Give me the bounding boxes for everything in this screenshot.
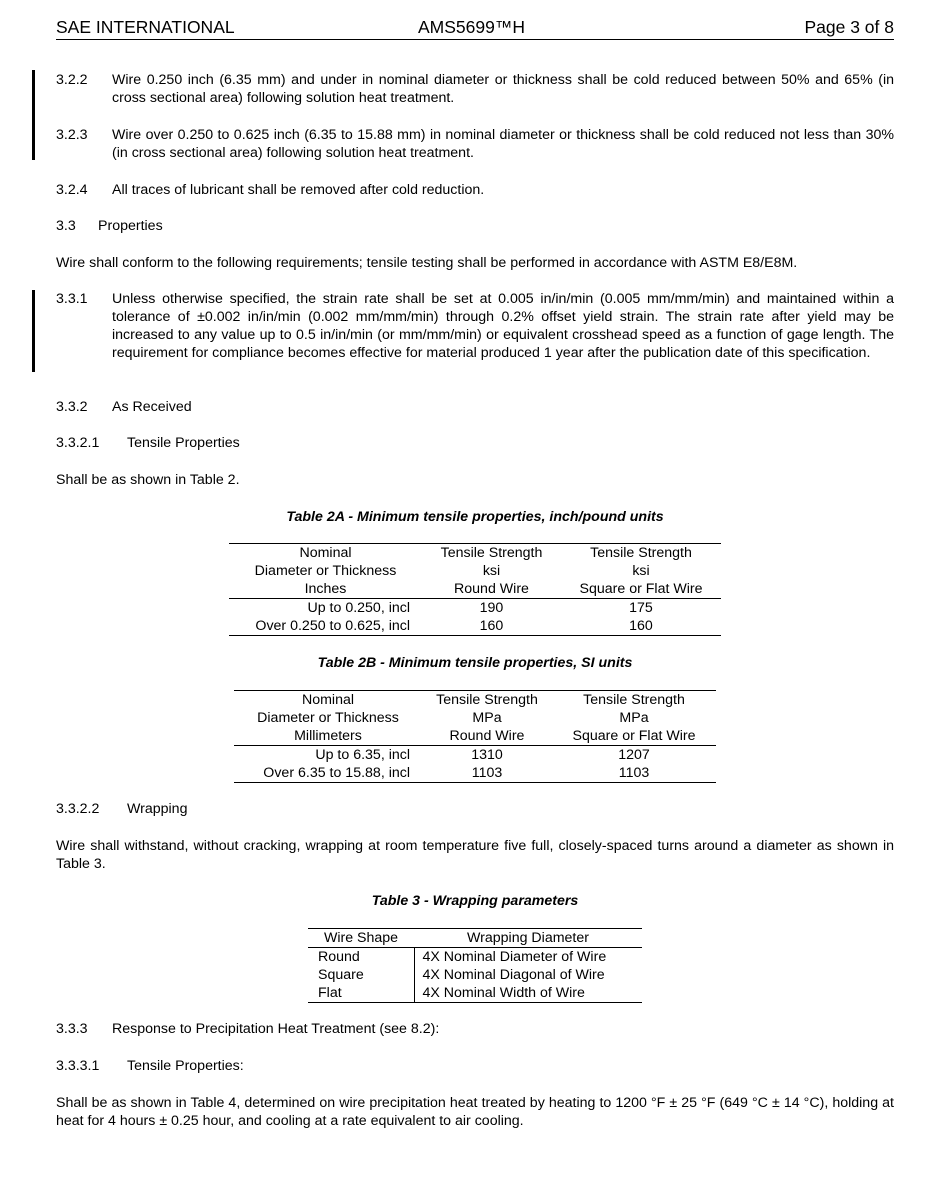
header-page-number: Page 3 of 8 <box>804 17 894 37</box>
column-header: Wire Shape <box>308 929 414 948</box>
table-row <box>229 599 721 618</box>
section-3-3-2-2-text: Wire shall withstand, without cracking, wrapping at room temperature five full, closely-spaced turns around a diameter as shown in Table 3. <box>56 838 894 872</box>
table-2a-caption: Table 2A - Minimum tensile properties, inch/pound units <box>286 509 664 525</box>
table-row <box>308 966 642 984</box>
column-header: Tensile Strength <box>552 691 716 710</box>
table-cell: Round <box>308 948 414 967</box>
section-number: 3.3.1 <box>56 291 88 307</box>
column-header: Nominal <box>234 691 422 710</box>
column-header: Square or Flat Wire <box>561 580 721 599</box>
section-3-3-3-1-title: Tensile Properties: <box>127 1058 244 1074</box>
table-cell: 4X Nominal Width of Wire <box>414 984 642 1003</box>
section-3-3-2-1-text: Shall be as shown in Table 2. <box>56 472 240 488</box>
table-row <box>308 948 642 967</box>
section-3-2-2-text: Wire 0.250 inch (6.35 mm) and under in nominal diameter or thickness shall be cold reduced between 50% and 65% (in cross sectional area) following solution heat treatment. <box>112 72 894 106</box>
section-number: 3.3.2.1 <box>56 435 100 451</box>
column-header: Tensile Strength <box>561 544 721 563</box>
section-number: 3.2.3 <box>56 127 88 143</box>
table-cell: 4X Nominal Diagonal of Wire <box>422 967 605 983</box>
section-number: 3.2.2 <box>56 72 88 88</box>
section-3-3-3-title: Response to Precipitation Heat Treatment (see 8.2): <box>112 1021 440 1037</box>
table-row <box>229 617 721 636</box>
column-header: Inches <box>229 580 422 599</box>
column-header: Round Wire <box>422 580 561 599</box>
column-header: Tensile Strength <box>422 691 552 710</box>
table-row <box>234 746 716 765</box>
table-cell: Up to 6.35, incl <box>315 747 410 763</box>
section-3-3-2-title: As Received <box>112 399 192 415</box>
column-header: Diameter or Thickness <box>254 563 397 579</box>
section-number: 3.3.2 <box>56 399 88 415</box>
column-header: MPa <box>472 710 502 726</box>
column-header: Nominal <box>229 544 422 563</box>
table-cell: Over 0.250 to 0.625, incl <box>229 617 422 636</box>
table-cell: 160 <box>422 617 561 636</box>
table-2a <box>229 543 721 636</box>
column-header: Round Wire <box>422 727 552 746</box>
table-cell: Over 6.35 to 15.88, incl <box>234 764 422 783</box>
table-3 <box>308 928 642 1003</box>
table-2b <box>234 690 716 783</box>
section-3-3-text: Wire shall conform to the following requirements; tensile testing shall be performed in accordance with ASTM E8/E8M. <box>56 255 798 271</box>
column-header: ksi <box>482 563 501 579</box>
section-3-3-2-1-title: Tensile Properties <box>127 435 240 451</box>
table-cell: 1310 <box>471 747 503 763</box>
section-number: 3.3 <box>56 218 76 234</box>
column-header: Wrapping Diameter <box>414 929 642 948</box>
table-cell: 175 <box>629 600 653 616</box>
section-number: 3.3.2.2 <box>56 801 100 817</box>
header-org: SAE INTERNATIONAL <box>56 17 235 37</box>
table-cell: 190 <box>479 600 504 616</box>
table-row <box>308 984 642 1003</box>
table-cell: Up to 0.250, incl <box>307 600 410 616</box>
header-doc-number: AMS5699™H <box>418 17 525 37</box>
section-3-3-2-2-title: Wrapping <box>127 801 188 817</box>
column-header: MPa <box>619 710 649 726</box>
table-cell: Square <box>308 966 414 984</box>
column-header: Tensile Strength <box>422 544 561 563</box>
page-header <box>56 17 894 40</box>
column-header: Square or Flat Wire <box>552 727 716 746</box>
section-3-2-3-text: Wire over 0.250 to 0.625 inch (6.35 to 15.88 mm) in nominal diameter or thickness shall be cold reduced not less than 30% (in cross sectional area) following solution heat treatment. <box>112 127 894 161</box>
table-cell: 4X Nominal Diameter of Wire <box>422 949 607 965</box>
column-header: ksi <box>632 563 650 579</box>
section-number: 3.3.3.1 <box>56 1058 100 1074</box>
column-header: Diameter or Thickness <box>257 710 399 726</box>
table-row <box>234 764 716 783</box>
section-3-2-4-text: All traces of lubricant shall be removed after cold reduction. <box>112 182 485 198</box>
table-cell: Flat <box>308 984 414 1003</box>
section-3-3-3-1-text: Shall be as shown in Table 4, determined on wire precipitation heat treated by heating to 1200 °F ± 25 °F (649 °C ± 14 °C), holding at heat for 4 hours ± 0.25 hour, and cooling at a rate equivalent to air cooling. <box>56 1095 894 1129</box>
section-3-3-1-text: Unless otherwise specified, the strain rate shall be set at 0.005 in/in/min (0.005 mm/mm/min) and maintained within a tolerance of ±0.002 in/in/min (0.002 mm/mm/min) through 0.2% offset yield strain. The strain rate after yield may be increased to any value up to 0.5 in/in/min (or mm/mm/min) or equivalent crosshead speed as a function of gage length. The requirement for compliance becomes effective for material produced 1 year after the publication date of this specification. <box>112 291 894 361</box>
column-header: Millimeters <box>234 727 422 746</box>
table-cell: 160 <box>561 617 721 636</box>
revision-bar <box>32 290 35 372</box>
table-cell: 1207 <box>618 747 650 763</box>
table-3-caption: Table 3 - Wrapping parameters <box>371 893 579 909</box>
table-cell: 1103 <box>552 764 716 783</box>
section-number: 3.3.3 <box>56 1021 88 1037</box>
section-number: 3.2.4 <box>56 182 88 198</box>
revision-bar <box>32 70 35 160</box>
table-cell: 1103 <box>422 764 552 783</box>
section-3-3-title: Properties <box>98 218 163 234</box>
table-2b-caption: Table 2B - Minimum tensile properties, SI units <box>317 655 633 671</box>
